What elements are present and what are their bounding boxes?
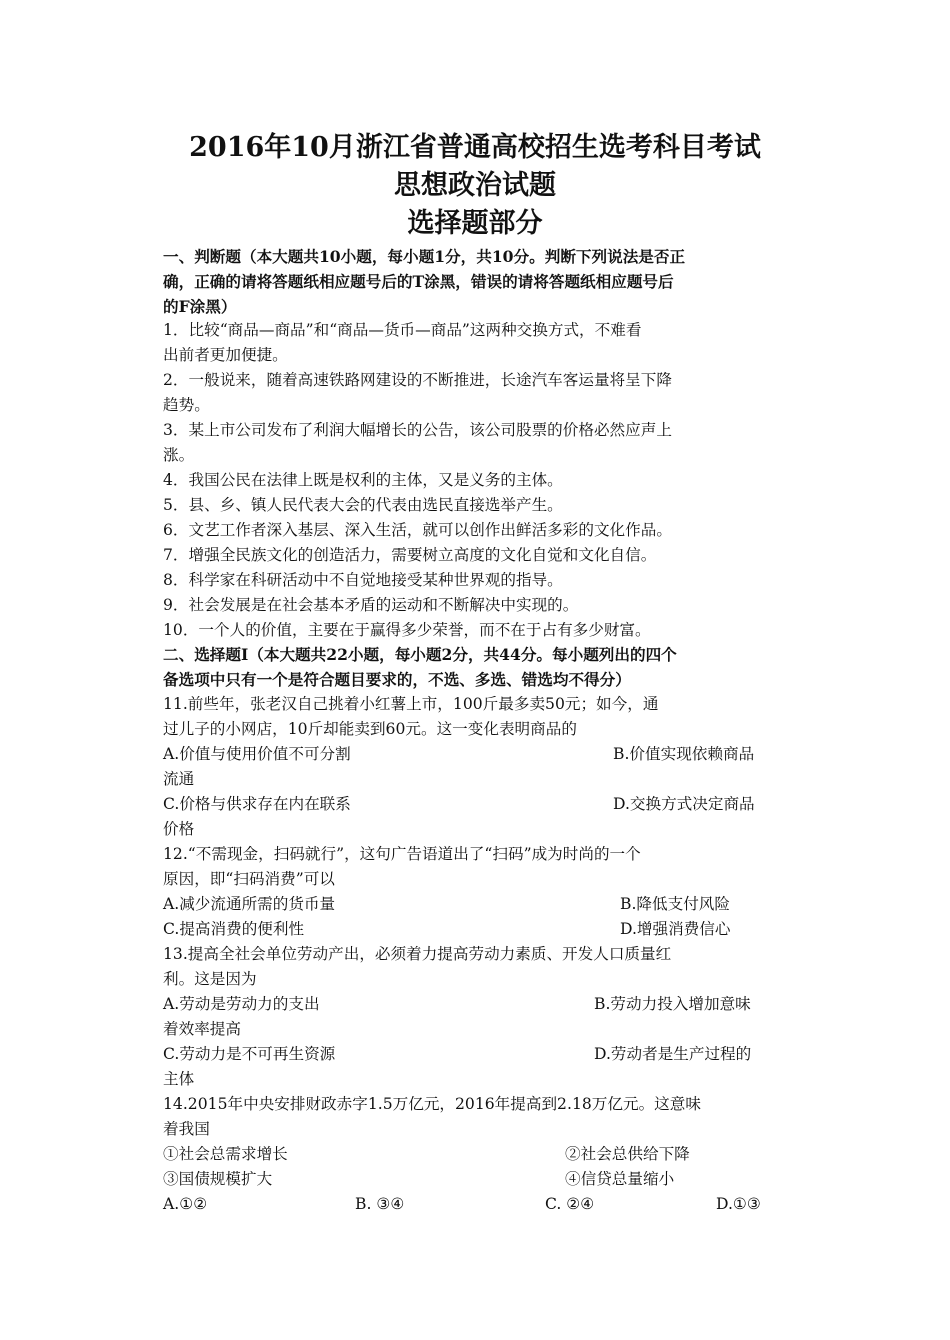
q12-option-c: C.提高消费的便利性 <box>163 920 305 938</box>
q11-option-d: D.交换方式决定商品 <box>613 795 755 813</box>
judgment-10: 10．一个人的价值，主要在于赢得多少荣誉，而不在于占有多少财富。 <box>163 621 651 639</box>
judgment-5: 5．县、乡、镇人民代表大会的代表由选民直接选举产生。 <box>163 496 563 514</box>
q11-stem-line-2: 过儿子的小网店，10斤却能卖到60元。这一变化表明商品的 <box>163 720 577 738</box>
q12-stem-line-1: 12.“不需现金，扫码就行”，这句广告语道出了“扫码”成为时尚的一个 <box>163 845 641 863</box>
q13-stem-line-2: 利。这是因为 <box>163 970 257 988</box>
judgment-7: 7．增强全民族文化的创造活力，需要树立高度的文化自觉和文化自信。 <box>163 546 657 564</box>
judgment-2-line-2: 趋势。 <box>163 396 210 414</box>
part-title: 选择题部分 <box>407 208 543 239</box>
q11-option-c: C.价格与供求存在内在联系 <box>163 795 351 813</box>
section-2-line: 备选项中只有一个是符合题目要求的，不选、多选、错选均不得分） <box>163 670 631 689</box>
judgment-1-line-1: 1．比较“商品—商品”和“商品—货币—商品”这两种交换方式，不难看 <box>163 321 642 339</box>
q13-option-a: A.劳动是劳动力的支出 <box>163 995 320 1013</box>
judgment-1-line-2: 出前者更加便捷。 <box>163 346 288 364</box>
judgment-9: 9．社会发展是在社会基本矛盾的运动和不断解决中实现的。 <box>163 596 579 614</box>
section-1-line: 一、判断题（本大题共10小题，每小题1分，共10分。判断下列说法是否正 <box>163 247 686 266</box>
q12-option-b: B.降低支付风险 <box>620 895 730 913</box>
q11-option-b-continued: 流通 <box>163 770 195 788</box>
section-2-line: 二、选择题Ⅰ（本大题共22小题，每小题2分，共44分。每小题列出的四个 <box>163 645 677 664</box>
section-1-heading <box>163 244 793 319</box>
judgment-3-line-1: 3．某上市公司发布了利润大幅增长的公告，该公司股票的价格必然应声上 <box>163 421 672 439</box>
section-1-line: 确，正确的请将答题纸相应题号后的T涂黑，错误的请将答题纸相应题号后 <box>163 272 674 291</box>
q13-option-b: B.劳动力投入增加意味 <box>594 995 751 1013</box>
judgment-8: 8．科学家在科研活动中不自觉地接受某种世界观的指导。 <box>163 571 563 589</box>
q13-option-b-continued: 着效率提高 <box>163 1020 241 1038</box>
judgment-4: 4．我国公民在法律上既是权利的主体，又是义务的主体。 <box>163 471 563 489</box>
q14-stem-line-2: 着我国 <box>163 1120 210 1138</box>
q13-option-d: D.劳动者是生产过程的 <box>594 1045 752 1063</box>
q13-stem-line-1: 13.提高全社会单位劳动产出，必须着力提高劳动力素质、开发人口质量红 <box>163 945 672 963</box>
q14-item-1: ①社会总需求增长 <box>163 1145 288 1163</box>
subject-title: 思想政治试题 <box>394 170 556 201</box>
section-2-heading <box>163 642 793 692</box>
q13-option-c: C.劳动力是不可再生资源 <box>163 1045 336 1063</box>
q12-stem-line-2: 原因，即“扫码消费”可以 <box>163 870 335 888</box>
q13-option-d-continued: 主体 <box>163 1070 195 1088</box>
q14-item-2: ②社会总供给下降 <box>565 1145 690 1163</box>
q14-stem-line-1: 14.2015年中央安排财政赤字1.5万亿元，2016年提高到2.18万亿元。这意味 <box>163 1095 701 1113</box>
q11-option-b: B.价值实现依赖商品 <box>613 745 755 763</box>
judgment-3-line-2: 涨。 <box>163 446 195 464</box>
q14-option-a: A.①② <box>163 1195 208 1213</box>
q14-item-4: ④信贷总量缩小 <box>565 1170 675 1188</box>
section-1-line: 的F涂黑） <box>163 297 237 316</box>
exam-title: 2016年10月浙江省普通高校招生选考科目考试 <box>189 132 761 163</box>
judgment-2-line-1: 2．一般说来，随着高速铁路网建设的不断推进，长途汽车客运量将呈下降 <box>163 371 672 389</box>
q11-stem-line-1: 11.前些年，张老汉自己挑着小红薯上市，100斤最多卖50元；如今，通 <box>163 695 659 713</box>
q11-option-d-continued: 价格 <box>163 820 195 838</box>
q14-option-b: B. ③④ <box>355 1195 405 1213</box>
q12-option-d: D.增强消费信心 <box>620 920 731 938</box>
q14-option-d: D.①③ <box>716 1195 761 1213</box>
judgment-6: 6．文艺工作者深入基层、深入生活，就可以创作出鲜活多彩的文化作品。 <box>163 521 672 539</box>
q11-option-a: A.价值与使用价值不可分割 <box>163 745 351 763</box>
q12-option-a: A.减少流通所需的货币量 <box>163 895 336 913</box>
q14-item-3: ③国债规模扩大 <box>163 1170 273 1188</box>
q14-option-c: C. ②④ <box>545 1195 595 1213</box>
